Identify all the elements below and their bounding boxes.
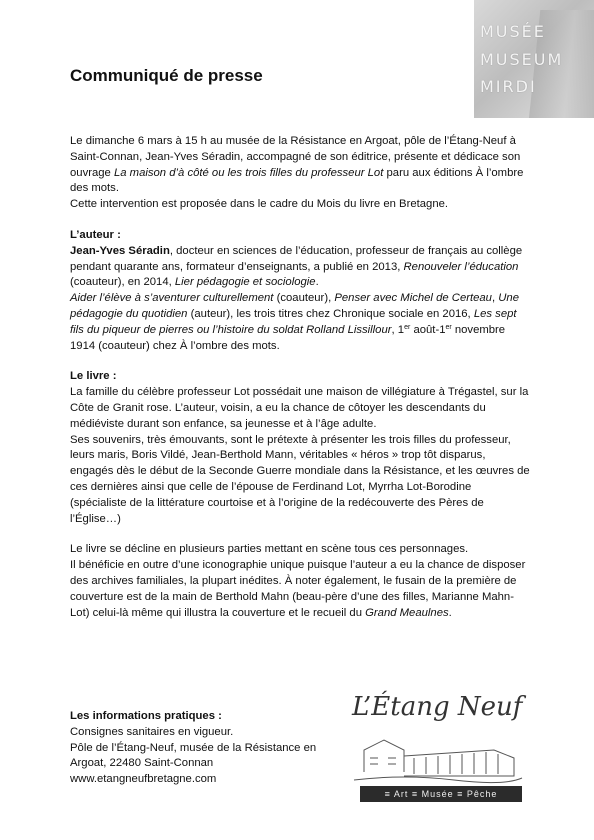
- book-text: Il bénéficie en outre d’une iconographie unique puisque l’auteur a eu la chance de disposer des archives familiales, la plupart inédites. À noter également, le fusain de la première de couverture est de la main de Berthold Mahn (beau-père d’une des filles, Marianne Mahn-Lot) celui-là même qui illustra la couverture et le recueil du: [70, 559, 526, 619]
- etang-neuf-logo: [344, 692, 529, 807]
- book-paragraph-2: Ses souvenirs, très émouvants, sont le prétexte à présenter les trois filles du professeur, leurs maris, Boris Vildé, Jean-Berthold Mann, véritables « héros » trop tôt disparus, engagés dès le début de la Seconde Guerre mondiale dans la Résistance, et les œuvres de ces dernières ainsi que celle de l’épouse de Ferdinand Lot, Myrrha Lot-Borodine (spécialiste de la littérature courtoise et à l’origine de la redécouverte des Pères de l’Église…): [70, 433, 530, 525]
- ordinal-sup: er: [404, 323, 411, 331]
- book-heading: Le livre :: [70, 370, 117, 383]
- work-title: Renouveler l’éducation: [403, 260, 519, 273]
- author-text: .: [315, 276, 319, 289]
- author-text: , 1: [391, 323, 405, 336]
- author-paragraph: [70, 244, 530, 355]
- ordinal-sup: er: [445, 323, 452, 331]
- book-title: La maison d’à côté ou les trois filles du professeur Lot: [113, 166, 384, 179]
- author-text: (coauteur), en 2014,: [70, 276, 175, 289]
- intro-paragraph: [70, 134, 530, 197]
- info-line-sanitary: Consignes sanitaires en vigueur.: [70, 725, 234, 738]
- work-title: Grand Meaulnes: [365, 606, 449, 619]
- work-title: Les sept fils du piqueur de pierres ou l’histoire du soldat Rolland Lissillour: [70, 307, 517, 336]
- intro-text-end: paru aux éditions À l’ombre des mots.: [70, 166, 524, 195]
- info-line-address: Pôle de l’Étang-Neuf, musée de la Résistance en Argoat, 22480 Saint-Connan: [70, 741, 317, 770]
- author-text: (coauteur),: [273, 292, 335, 305]
- logo-line-mirdi: MIRDI: [480, 77, 537, 96]
- book-text-end: .: [448, 606, 452, 619]
- author-name: Jean-Yves Séradin: [70, 244, 170, 257]
- author-text: (auteur), les trois titres chez Chronique sociale en 2016,: [187, 307, 474, 320]
- author-text: novembre 1914 (coauteur) chez À l’ombre des mots.: [70, 323, 506, 352]
- practical-info: [70, 709, 340, 788]
- info-heading: Les informations pratiques :: [70, 710, 222, 722]
- author-text: ,: [491, 292, 499, 305]
- museum-logo: [474, 0, 594, 118]
- book-paragraph-4: [70, 558, 530, 621]
- etang-logo-title: L’Étang Neuf: [352, 692, 523, 722]
- logo-line-museum: MUSEUM: [480, 50, 564, 69]
- work-title: Penser avec Michel de Certeau: [334, 292, 492, 305]
- author-text: , docteur en sciences de l’éducation, professeur de français au collège pendant quarante ans, formateur d’enseignants, a publié en 2013,: [70, 244, 523, 273]
- building-sketch-icon: [344, 728, 529, 786]
- author-heading: L’auteur :: [70, 228, 121, 241]
- intro-context: Cette intervention est proposée dans le cadre du Mois du livre en Bretagne.: [70, 198, 449, 211]
- press-release-body: [70, 134, 530, 621]
- info-line-website[interactable]: www.etangneufbretagne.com: [70, 773, 217, 786]
- work-title: Aider l’élève à s’aventurer culturellement: [70, 292, 274, 305]
- logo-line-musee: MUSÉE: [480, 22, 546, 41]
- work-title: Une pédagogie du quotidien: [70, 292, 519, 320]
- book-paragraph-3: Le livre se décline en plusieurs parties mettant en scène tous ces personnages.: [70, 543, 469, 556]
- work-title: Lier pédagogie et sociologie: [174, 276, 316, 289]
- author-text: août-1: [410, 323, 446, 336]
- book-paragraph-1: La famille du célèbre professeur Lot possédait une maison de villégiature à Trégastel, sur la Côte de Granit rose. L’auteur, voisin, a eu la chance de côtoyer les descendants du médiéviste durant son enfance, sa jeunesse et à l’âge adulte.: [70, 386, 529, 430]
- intro-text: Le dimanche 6 mars à 15 h au musée de la Résistance en Argoat, pôle de l’Étang-Neuf à Saint-Connan, Jean-Yves Séradin, accompagné de son éditrice, présente et dédicace son ouvrage: [70, 135, 521, 179]
- page-title: Communiqué de presse: [70, 66, 263, 85]
- etang-logo-tagline: ≡ Art ≡ Musée ≡ Pêche: [360, 786, 522, 802]
